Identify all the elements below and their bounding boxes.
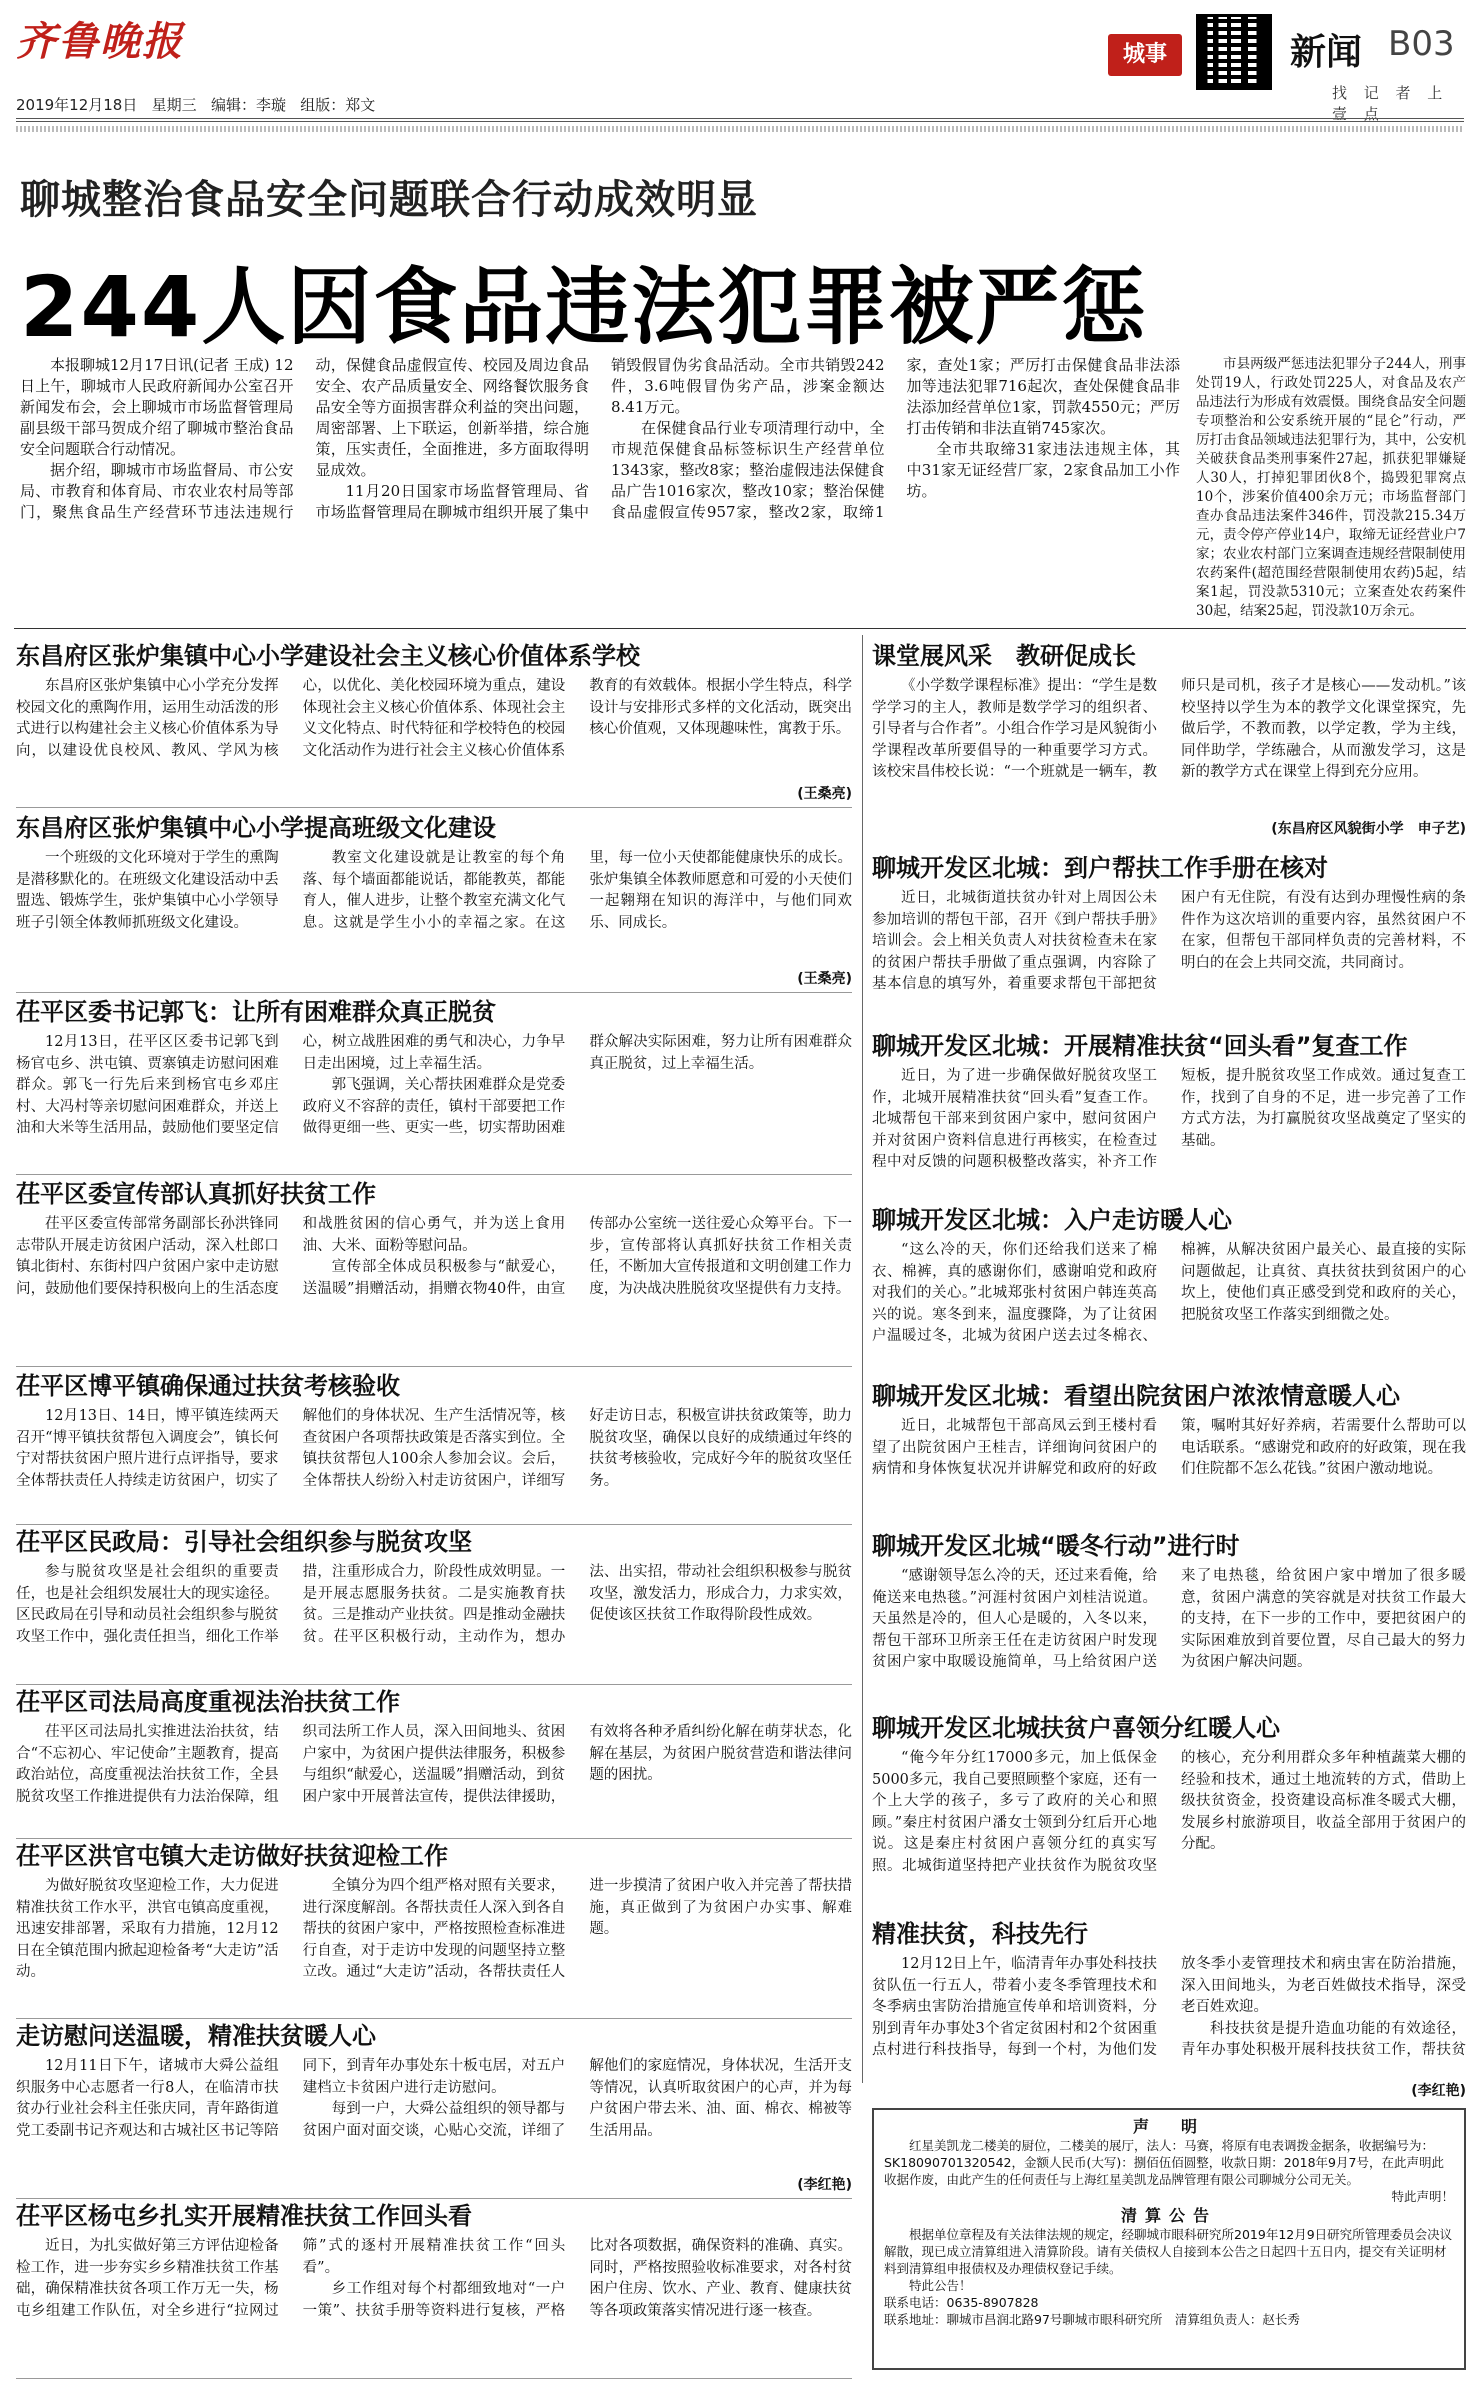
article-rule <box>16 2378 852 2379</box>
column-divider <box>862 635 863 2083</box>
article <box>872 1380 1466 1526</box>
notice-contact: 联系地址：聊城市昌润北路97号聊城市眼科研究所 清算组负责人：赵长秀 <box>884 2312 1300 2327</box>
article-rule <box>16 807 852 808</box>
qr-code-icon <box>1196 14 1272 90</box>
article-paragraph: 12月13日，茌平区区委书记郭飞到杨官屯乡、洪屯镇、贾寨镇走访慰问困难群众。郭飞一行先后来到杨官屯乡邓庄村、大冯村等亲切慰问困难群众，并送上油和大米等生活用品，鼓励他们要坚定信心，树立战胜困难的勇气和决心，力争早日走出困境，过上幸福生活。 <box>16 1034 566 1136</box>
article-headline: 茌平区博平镇确保通过扶贫考核验收 <box>16 1372 400 1400</box>
article <box>16 1370 852 1522</box>
article-body <box>16 848 852 968</box>
newspaper-logo: 齐鲁晚报 <box>16 18 184 65</box>
article-paragraph: 12月13日、14日，博平镇连续两天召开“博平镇扶贫帮包入调度会”，镇长何宁对帮扶贫困户照片进行点评指导，要求全体帮扶责任人持续走访贫困户，切实了解他们的身体状况、生产生活情况等，核查贫困户各项帮扶政策是否落实到位。全镇扶贫帮包人100余人参加会议。会后，全体帮扶人纷纷入村走访贫困户，详细写好走访日志，积极宣讲扶贫政策等，助力脱贫攻坚，确保以良好的成绩通过年终的扶贫考核验收，完成好今年的脱贫攻坚任务。 <box>16 1408 852 1489</box>
dateline: 2019年12月18日 星期三 编辑：李璇 组版：郑文 <box>16 96 376 114</box>
article-paragraph: 为做好脱贫攻坚迎检工作，大力促进精准扶贫工作水平，洪官屯镇高度重视，迅速安排部署，采取有力措施，12月12日在全镇范围内掀起迎检备考“大走访”活动。 <box>16 1878 279 1980</box>
article-paragraph: 东昌府区张炉集镇中心小学充分发挥校园文化的熏陶作用，运用生动活泼的形式进行以构建社会主义核心价值体系为导向，以建设优良校风、教风、学风为核心，以优化、美化校园环境为重点，建设体现社会主义核心价值体系、体现社会主义文化特点、时代特征和学校特色的校园文化活动作为进行社会主义核心价值体系教育的有效载体。根据小学生特点，科学设计与安排形式多样的文化活动，既突出核心价值观，又体现趣味性，寓教于乐。 <box>16 678 852 759</box>
article-headline: 聊城开发区北城：看望出院贫困户浓浓情意暖人心 <box>872 1382 1400 1410</box>
lead-paragraph: 本报聊城12月17日讯(记者 王成) 12日上午，聊城市人民政府新闻办公室召开新闻发布会，会上聊城市市场监督管理局副县级干部马贺成介绍了聊城市整治食品安全问题联合行动情况。 <box>20 356 294 458</box>
notice-text: 根据单位章程及有关法律法规的规定，经聊城市眼科研究所2019年12月9日研究所管理委员会决议解散，现已成立清算组进入清算阶段。请有关债权人自接到本公告之日起四十五日内，提交有关证明材料到清算组申报债权及办理债权登记手续。 <box>884 2227 1453 2276</box>
notice-text: 红星美凯龙二楼美的厨位，二楼美的展厅，法人：马赛，将原有电表调拨金据条，收据编号为：SK18090701320542，金额人民币(大写)：捌佰伍佰圆整，收款日期：2018年9月7号，在此声明此收据作废，由此产生的任何责任与上海红星美凯龙品牌管理有限公司聊城分公司无关。 <box>884 2138 1444 2187</box>
article-headline: 走访慰问送温暖，精准扶贫暖人心 <box>16 2022 376 2050</box>
article-headline: 聊城开发区北城：开展精准扶贫“回头看”复查工作 <box>872 1032 1408 1060</box>
article-paragraph: 茌平区委宣传部常务副部长孙洪锋同志带队开展走访贫困户活动，深入杜郎口镇北街村、东街村四户贫困户家中走访慰问，鼓励他们要保持积极向上的生活态度和战胜贫困的信心勇气，并为送上食用油、大米、面粉等慰问品。 <box>16 1216 566 1297</box>
notice-contact: 联系电话：0635-8907828 <box>884 2295 1039 2310</box>
article-paragraph: 科技扶贫是提升造血功能的有效途径，青年办事处积极开展科技扶贫工作，帮扶贫 <box>1181 2020 1466 2058</box>
article-body <box>16 1562 852 1678</box>
article-body <box>16 1032 852 1168</box>
article-byline: (李红艳) <box>797 2177 852 2193</box>
article-headline: 茌平区委宣传部认真抓好扶贫工作 <box>16 1180 376 1208</box>
article-headline: 东昌府区张炉集镇中心小学提高班级文化建设 <box>16 814 496 842</box>
article-body <box>872 1416 1466 1522</box>
article-rule <box>16 992 852 993</box>
notice-sign: 特此公告！ <box>909 2278 972 2293</box>
notice-title: 清算公告 <box>1120 2206 1217 2225</box>
article-headline: 茌平区委书记郭飞：让所有困难群众真正脱贫 <box>16 998 496 1026</box>
article-headline: 茌平区司法局高度重视法治扶贫工作 <box>16 1688 400 1716</box>
article <box>872 1530 1466 1706</box>
article-body <box>872 1748 1466 1904</box>
masthead <box>0 0 1480 123</box>
article <box>872 852 1466 1020</box>
lead-paragraph: 在保健食品行业专项清理行动中，全市规范保健食品标签标识生产经营单位1343家，整改8家；整治虚假违法保健食品广告1016家次，整改10家；整治保健食品虚假宣传957家，整改2家，取缔1家，查处1家；严厉打击保健食品非法添加等违法犯罪716起次，查处保健食品非法添加经营单位1家，罚款4550元；严厉打击传销和非法直销745家次。 <box>611 356 1180 521</box>
article-rule <box>16 2198 852 2199</box>
article-byline: (王桑亮) <box>797 971 852 987</box>
article-paragraph: “俺今年分红17000多元，加上低保金5000多元，我自己要照顾整个家庭，还有一个上大学的孩子，多亏了政府的关心和照顾。”秦庄村贫困户潘女士领到分红后开心地说。这是秦庄村贫困户喜领分红的真实写照。北城街道坚持把产业扶贫作为脱贫攻坚的核心，充分利用群众多年种植蔬菜大棚的经验和技术，通过土地流转的方式，借助上级扶贫资金，投资建设高标准冬暖式大棚，发展乡村旅游项目，收益全部用于贫困户的分配。 <box>872 1750 1466 1874</box>
article <box>16 2200 852 2376</box>
article-headline: 东昌府区张炉集镇中心小学建设社会主义核心价值体系学校 <box>16 642 640 670</box>
notice-title: 声 明 <box>1132 2117 1205 2136</box>
article-paragraph: 教室文化建设就是让教室的每个角落、每个墙面都能说话，都能教英，都能育人，催人进步，让整个教室充满文化气息。这就是学生小小的幸福之家。在这里，每一位小天使都能健康快乐的成长。张炉集镇全体教师愿意和可爱的小天使们一起翱翔在知识的海洋中，与他们同欢乐、同成长。 <box>302 850 852 931</box>
article-paragraph: 12月12日上午，临清青年办事处科技扶贫队伍一行五人，带着小麦冬季管理技术和冬季病虫害防治措施宣传单和培训资料，分别到青年办事处3个省定贫困村和2个贫困重点村进行科技指导，每到一个村，为他们发放冬季小麦管理技术和病虫害在防治措施，深入田间地头，为老百姓做技术指导，深受老百姓欢迎。 <box>872 1956 1466 2058</box>
article-byline: (王桑亮) <box>797 786 852 802</box>
article <box>872 1712 1466 1908</box>
notice-box <box>872 2108 1466 2370</box>
article-body <box>16 1214 852 1360</box>
section-rule <box>14 628 1466 629</box>
article-paragraph: 近日，北城帮包干部高凤云到王楼村看望了出院贫困户王桂吉，详细询问贫困户的病情和身体恢复状况并讲解党和政府的好政策，嘱咐其好好养病，若需要什么帮助可以电话联系。“感谢党和政府的好政策，现在我们住院都不怎么花钱。”贫困户激动地说。 <box>872 1418 1466 1477</box>
lead-paragraph: 据介绍，聊城市市场监督局、市公安局、市教育和体育局、市农业农村局等部门，聚焦食品生产经营环节违法违规行动，保健食品虚假宣传、校园及周边食品安全、农产品质量安全、网络餐饮服务食品安全等方面损害群众利益的突出问题，周密部署、上下联运，创新举措，综合施策，压实责任，全面推进，多方面取得明显成效。 <box>20 356 589 521</box>
article-rule <box>16 1838 852 1839</box>
lead-paragraph: 市县两级严惩违法犯罪分子244人，刑事处罚19人，行政处罚225人，对食品及农产品违法行为形成有效震慑。围绕食品安全问题专项整治和公安系统开展的“昆仑”行动，严厉打击食品领域违法犯罪行为，其中，公安机关破获食品类刑事案件27起，抓获犯罪嫌疑人30人，打掉犯罪团伙8个，捣毁犯罪窝点10个，涉案价值400余万元；市场监督部门查办食品违法案件346件，罚没款215.34万元，责令停产停业14户，取缔无证经营业户7家；农业农村部门立案调查违规经营限制使用农药案件(超范围经营限制使用农药)5起，结案1起，罚没款5310元；立案查处农药案件30起，结案25起，罚没款10万余元。 <box>1196 356 1466 619</box>
article-rule <box>16 1366 852 1367</box>
article <box>16 996 852 1172</box>
article <box>16 1840 852 2016</box>
article <box>16 640 852 805</box>
masthead-texture <box>16 126 1464 132</box>
article-headline: 聊城开发区北城扶贫户喜领分红暖人心 <box>872 1714 1280 1742</box>
article-rule <box>16 2018 852 2019</box>
article-paragraph: 每到一户，大舜公益组织的领导都与贫困户面对面交谈，心贴心交流，详细了解他们的家庭情况，身体状况，生活开支等情况，认真听取贫困户的心声，并为每户贫困户带去米、油、面、棉衣、棉被等生活用品。 <box>302 2058 852 2139</box>
article <box>872 1030 1466 1202</box>
article-headline: 聊城开发区北城：到户帮扶工作手册在核对 <box>872 854 1328 882</box>
article-body <box>872 1566 1466 1702</box>
article <box>872 1204 1466 1376</box>
lead-paragraph: 全市共取缔31家违法违规主体，其中31家无证经营厂家，2家食品加工小作坊。 <box>906 440 1180 500</box>
lead-body-b <box>1196 355 1466 620</box>
lead-kicker: 聊城整治食品安全问题联合行动成效明显 <box>20 177 758 223</box>
article-paragraph: 乡工作组对每个村都细致地对“一户一策”、扶贫手册等资料进行复核，严格比对各项数据，确保资料的准确、真实。同时，严格按照验收标准要求，对各村贫困户住房、饮水、产业、教育、健康扶贫等各项政策落实情况进行逐一核查。 <box>302 2238 852 2319</box>
article-body <box>16 676 852 783</box>
article-body <box>872 1240 1466 1372</box>
article-rule <box>16 1524 852 1525</box>
city-tag: 城事 <box>1108 34 1182 76</box>
notice-sign: 特此声明！ <box>1391 2189 1454 2204</box>
lead-headline: 244人因食品违法犯罪被严惩 <box>20 258 1148 356</box>
article-byline: (东昌府区风貌街小学 申子艺) <box>1271 821 1466 837</box>
article-paragraph: “这么冷的天，你们还给我们送来了棉衣、棉裤，真的感谢你们，感谢咱党和政府对我们的关心。”北城郑张村贫困户韩连英高兴的说。寒冬到来，温度骤降，为了让贫困户温暖过冬，北城为贫困户送去过冬棉衣、棉裤，从解决贫困户最关心、最直接的实际问题做起，让真贫、真扶贫扶到贫困户的心坎上，使他们真正感受到党和政府的关心，把脱贫攻坚工作落实到细微之处。 <box>872 1242 1466 1344</box>
article-paragraph: 参与脱贫攻坚是社会组织的重要责任，也是社会组织发展壮大的现实途径。区民政局在引导和动员社会组织参与脱贫攻坚工作中，强化责任担当，细化工作举措，注重形成合力，阶段性成效明显。一是开展志愿服务扶贫。二是实施教育扶贫。三是推动产业扶贫。四是推动金融扶贫。茌平区积极行动，主动作为，想办法、出实招，带动社会组织积极参与脱贫攻坚，激发活力，形成合力，力求实效，促使该区扶贫工作取得阶段性成效。 <box>16 1564 852 1645</box>
lead-paragraph: 11月20日国家市场监督管理局、省市场监督管理局在聊城市组织开展了集中销毁假冒伪劣食品活动。全市共销毁242件，3.6吨假冒伪劣产品，涉案金额达8.41万元。 <box>315 356 885 521</box>
article-headline: 茌平区民政局：引导社会组织参与脱贫攻坚 <box>16 1528 472 1556</box>
article-body <box>872 1066 1466 1198</box>
article <box>16 812 852 990</box>
article-paragraph: 近日，为了进一步确保做好脱贫攻坚工作，北城开展精准扶贫“回头看”复查工作。北城帮包干部来到贫困户家中，慰问贫困户并对贫困户资料信息进行再核实，在检查过程中对反馈的问题积极整改落实，补齐工作短板，提升脱贫攻坚工作成效。通过复查工作，找到了自身的不足，进一步完善了工作方式方法，为打赢脱贫攻坚战奠定了坚实的基础。 <box>872 1068 1466 1170</box>
article-paragraph: 12月11日下午，诸城市大舜公益组织服务中心志愿者一行8人，在临清市扶贫办行业社会科主任张庆同，青年路街道党工委副书记齐观达和古城社区书记等陪同下，到青年办事处东十板屯居，对五户建档立卡贫困户进行走访慰问。 <box>16 2058 566 2139</box>
article <box>16 1686 852 1836</box>
article-body <box>16 1406 852 1518</box>
article-body <box>872 676 1466 818</box>
article-headline: 聊城开发区北城：入户走访暖人心 <box>872 1206 1232 1234</box>
article-paragraph: 一个班级的文化环境对于学生的熏陶是潜移默化的。在班级文化建设活动中丢盟选、锻炼学生，张炉集镇中心小学领导班子引领全体教师抓班级文化建设。 <box>16 850 279 931</box>
article <box>872 1918 1466 2102</box>
article-paragraph: 近日，北城街道扶贫办针对上周因公未参加培训的帮包干部，召开《到户帮扶手册》培训会。会上相关负责人对扶贫检查未在家的贫困户帮扶手册做了重点强调，内容除了基本信息的填写外，着重要求帮包干部把贫困户有无住院，有没有达到办理慢性病的条件作为这次培训的重要内容，虽然贫困户不在家，但帮包干部同样负责的完善材料，不明白的在会上共同交流，共同商讨。 <box>872 890 1466 992</box>
article-paragraph: 宣传部全体成员积极参与“献爱心，送温暖”捐赠活动，捐赠衣物40件，由宣传部办公室统一送往爱心众筹平台。下一步，宣传部将认真抓好扶贫工作相关责任，不断加大宣传报道和文明创建工作力度，为决战决胜脱贫攻坚提供有力支持。 <box>302 1216 852 1297</box>
article-body <box>16 1876 852 2012</box>
article-headline: 精准扶贫，科技先行 <box>872 1920 1088 1948</box>
article-paragraph: 近日，为扎实做好第三方评估迎检备检工作，进一步夯实乡乡精准扶贫工作基础，确保精准扶贫各项工作万无一失，杨屯乡组建工作队伍，对全乡进行“拉网过筛”式的逐村开展精准扶贫工作“回头看”。 <box>16 2238 566 2319</box>
masthead-rule <box>16 118 1464 122</box>
article <box>872 640 1466 840</box>
article-headline: 聊城开发区北城“暖冬行动”进行时 <box>872 1532 1240 1560</box>
article <box>16 1178 852 1364</box>
article-rule <box>16 1684 852 1685</box>
article-paragraph: 全镇分为四个组严格对照有关要求，进行深度解剖。各帮扶责任人深入到各自帮扶的贫困户家中，严格按照检查标准进行自查，对于走访中发现的问题坚持立整立改。通过“大走访”活动，各帮扶责任人进一步摸清了贫困户收入并完善了帮扶措施，真正做到了为贫困户办实事、解难题。 <box>302 1878 852 1980</box>
article-headline: 茌平区洪官屯镇大走访做好扶贫迎检工作 <box>16 1842 448 1870</box>
article <box>16 1526 852 1682</box>
article-paragraph: 茌平区司法局扎实推进法治扶贫，结合“不忘初心、牢记使命”主题教育，提高政治站位，高度重视法治扶贫工作，全县脱贫攻坚工作推进提供有力法治保障，组织司法所工作人员，深入田间地头、贫困户家中，为贫困户提供法律服务，积极参与组织“献爱心，送温暖”捐赠活动，到贫困户家中开展普法宣传，提供法律援助，有效将各种矛盾纠纷化解在萌芽状态，化解在基层，为贫困户脱贫营造和谐法律问题的困扰。 <box>16 1724 852 1805</box>
article-headline: 课堂展风采 教研促成长 <box>872 642 1136 670</box>
article-paragraph: “感谢领导怎么冷的天，还过来看俺，给俺送来电热毯。”河涯村贫困户刘桂洁说道。天虽然是冷的，但人心是暖的，入冬以来，帮包干部环卫所亲王任在走访贫困户时发现贫困户家中取暖设施简单，马上给贫困户送来了电热毯，给贫困户家中增加了很多暖意，贫困户满意的笑容就是对扶贫工作最大的支持，在下一步的工作中，要把贫困户的实际困难放到首要位置，尽自己最大的努力为贫困户解决问题。 <box>872 1568 1466 1670</box>
article-body <box>16 2056 852 2174</box>
article-body <box>872 1954 1466 2080</box>
section-title: 新闻 <box>1290 32 1363 73</box>
article-paragraph: 《小学数学课程标准》提出：“学生是数学学习的主人，教师是数学学习的组织者、引导者与合作者”。小组合作学习是风貌街小学课程改革所要倡导的一种重要学习方式。该校宋昌伟校长说：“一个班就是一辆车，教师只是司机，孩子才是核心——发动机。”该校坚持以学生为本的教学文化课堂探究，先做后学，不教而教，以学定教，学为主线，同伴助学，学练融合，从而激发学习，这是新的教学方式在课堂上得到充分应用。 <box>872 678 1466 780</box>
article-body <box>872 888 1466 1016</box>
article-body <box>16 2236 852 2372</box>
page-number: B03 <box>1388 24 1455 64</box>
article <box>16 2020 852 2196</box>
article-headline: 茌平区杨屯乡扎实开展精准扶贫工作回头看 <box>16 2202 472 2230</box>
article-body <box>16 1722 852 1832</box>
slogan: 找 记 者 上 壹 点 <box>1332 84 1449 123</box>
article-paragraph: 郭飞强调，关心帮扶困难群众是党委政府义不容辞的责任，镇村干部要把工作做得更细一些、更实一些，切实帮助困难群众解决实际困难，努力让所有困难群众真正脱贫，过上幸福生活。 <box>302 1034 852 1136</box>
lead-body-a <box>20 355 1180 620</box>
article-byline: (李红艳) <box>1411 2083 1466 2099</box>
article-rule <box>16 1174 852 1175</box>
